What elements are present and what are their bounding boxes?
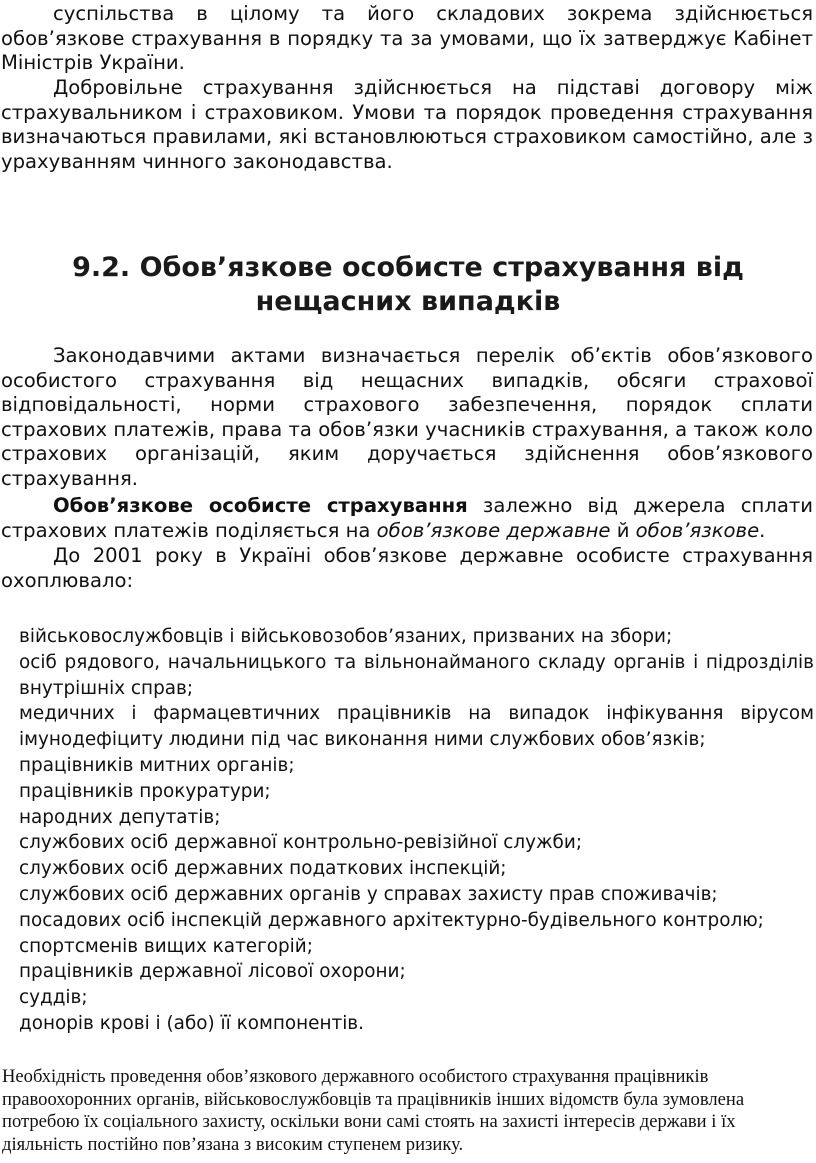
covered-groups-list — [19, 624, 814, 1037]
coverage-intro-paragraph: До 2001 року в Україні обов’язкове державне особисте страхування охоплювало: — [1, 544, 813, 592]
list-item: службових осіб державної контрольно-ревізійної служби; — [19, 832, 583, 854]
classification-paragraph — [1, 494, 813, 543]
list-item: службових осіб державних податкових інспекцій; — [19, 858, 507, 880]
section-heading: 9.2. Обов’язкове особисте страхування від нещасних випадків — [72, 252, 744, 317]
italic-term-state: обов’язкове державне — [376, 518, 611, 542]
list-item: працівників прокуратури; — [19, 780, 271, 802]
list-item: посадових осіб інспекцій державного архітектурно-будівельного контролю; — [19, 909, 764, 931]
list-item: військовослужбовців і військовозобов’язаних, призваних на збори; — [19, 626, 673, 647]
legislation-paragraph: Законодавчими актами визначається перелік об’єктів обов’язкового особистого страхування від нещасних випадків, обсяги страхової відповідальності, норми страхового забезпечення, порядок сплати страхових платежів, права та обов’язки учасників страхування, а також коло страхових організацій, яким доручається здійснення обов’язкового страхування. — [1, 344, 813, 490]
list-item: службових осіб державних органів у справах захисту прав споживачів; — [19, 883, 718, 905]
italic-term-mandatory: обов’язкове — [635, 518, 760, 542]
classification-text-3: . — [759, 518, 766, 542]
intro-paragraph: суспільства в цілому та його складових зокрема здійснюється обов’язкове страхування в порядку та за умовами, що їх затверджує Кабінет Міністрів України. — [1, 2, 813, 74]
list-item: спортсменів вищих категорій; — [19, 935, 313, 957]
list-item: працівників митних органів; — [19, 754, 295, 776]
classification-text-2: й — [610, 518, 636, 542]
list-item: народних депутатів; — [19, 806, 221, 828]
classification-text-1: залежно від джерела сплати страхових платежів поділяється на — [1, 494, 814, 542]
closing-paragraph: Необхідність проведення обов’язкового державного особистого страхування працівників правоохоронних органів, військовослужбовців та працівників інших відомств була зумовлена потребою їх соціального захисту, оскільки вони самі стоять на захисті інтересів держави і їх діяльність постійно пов’язана з високим ступенем ризику. — [2, 1066, 745, 1155]
list-item: донорів крові і (або) її компонентів. — [19, 1012, 364, 1034]
list-item: осіб рядового, начальницького та вільнонайманого складу органів і підрозділів внутрішніх справ; — [19, 651, 814, 699]
voluntary-insurance-paragraph: Добровільне страхування здійснюється на підставі договору між страхувальником і страховиком. Умови та порядок проведення страхування визначаються правилами, які встановлюються страховиком самостійно, але з урахуванням чинного законодавства. — [1, 76, 813, 173]
bold-term: Обов’язкове особисте страхування — [53, 494, 468, 517]
list-item: суддів; — [19, 987, 88, 1009]
list-item: медичних і фармацевтичних працівників на випадок інфікування вірусом імунодефіциту людини під час виконання ними службових обов’язків; — [19, 703, 814, 751]
list-item: працівників державної лісової охорони; — [19, 961, 406, 983]
